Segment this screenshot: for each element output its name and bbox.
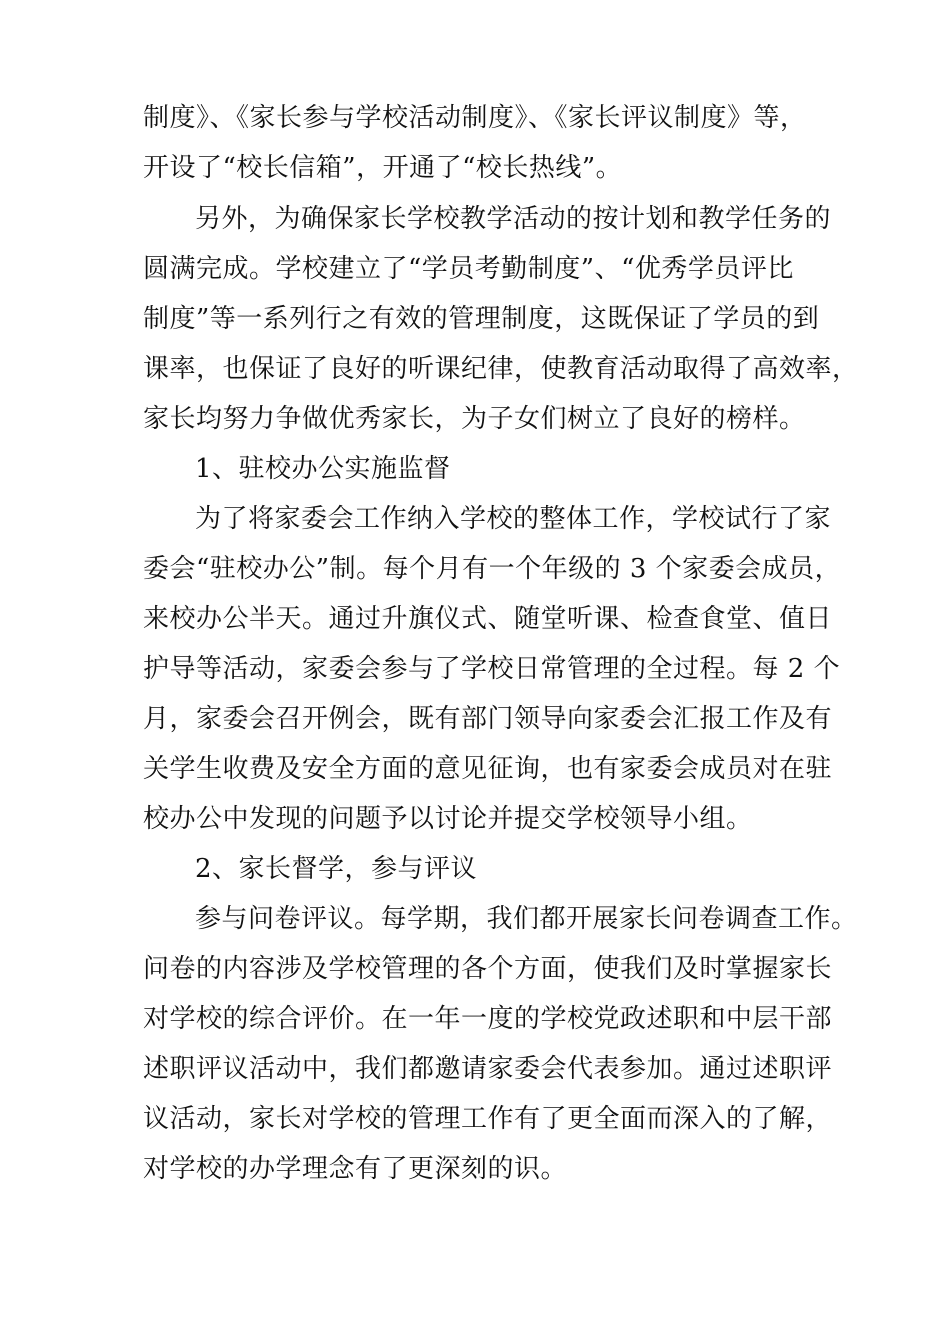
text-line: 述职评议活动中，我们都邀请家委会代表参加。通过述职评 [143, 1054, 833, 1084]
text-line: 校办公中发现的问题予以讨论并提交学校领导小组。 [143, 804, 753, 834]
text-line: 议活动，家长对学校的管理工作有了更全面而深入的了解， [143, 1104, 833, 1134]
text-line: 来校办公半天。通过升旗仪式、随堂听课、检查食堂、值日 [143, 604, 833, 634]
text-line: 问卷的内容涉及学校管理的各个方面，使我们及时掌握家长 [143, 954, 833, 984]
text-line: 护导等活动，家委会参与了学校日常管理的全过程。每 2 个 [143, 654, 841, 684]
text-line: 月，家委会召开例会，既有部门领导向家委会汇报工作及有 [143, 704, 833, 734]
text-line: 家长均努力争做优秀家长，为子女们树立了良好的榜样。 [143, 404, 806, 434]
text-line: 对学校的办学理念有了更深刻的识。 [143, 1154, 568, 1184]
section-heading: 2、家长督学，参与评议 [195, 854, 478, 884]
paragraph-first-line: 另外，为确保家长学校教学活动的按计划和教学任务的 [195, 204, 832, 234]
text-line: 开设了“校长信箱”，开通了“校长热线”。 [143, 153, 623, 183]
paragraph-first-line: 参与问卷评议。每学期，我们都开展家长问卷调查工作。 [195, 904, 858, 934]
text-line: 关学生收费及安全方面的意见征询，也有家委会成员对在驻 [143, 754, 833, 784]
section-heading: 1、驻校办公实施监督 [195, 454, 451, 484]
text-line: 对学校的综合评价。在一年一度的学校党政述职和中层干部 [143, 1004, 833, 1034]
text-line: 制度》、《家长参与学校活动制度》、《家长评议制度》等， [143, 103, 807, 133]
text-line: 圆满完成。学校建立了“学员考勤制度”、“优秀学员评比 [143, 254, 794, 284]
text-line: 课率，也保证了良好的听课纪律，使教育活动取得了高效率， [143, 354, 859, 384]
text-line: 委会“驻校办公”制。每个月有一个年级的 3 个家委会成员， [143, 554, 842, 584]
text-line: 制度”等一系列行之有效的管理制度，这既保证了学员的到 [143, 304, 820, 334]
paragraph-first-line: 为了将家委会工作纳入学校的整体工作，学校试行了家 [195, 504, 832, 534]
